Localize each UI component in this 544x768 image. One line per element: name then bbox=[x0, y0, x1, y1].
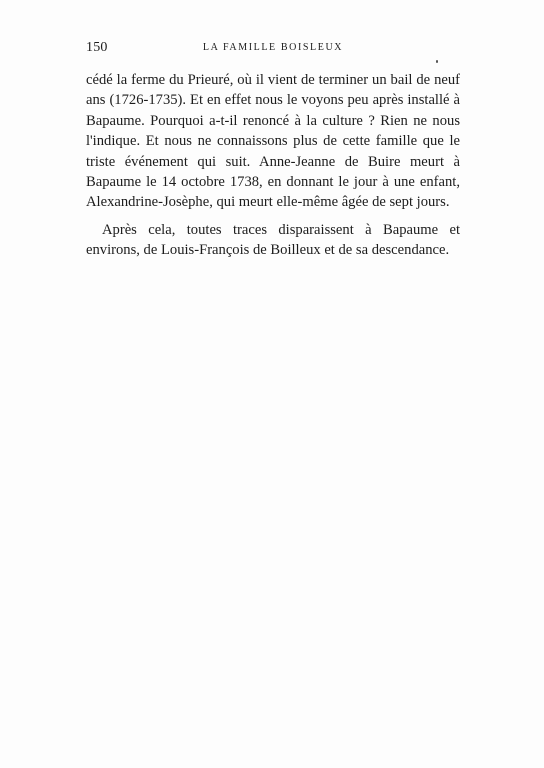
page-number: 150 bbox=[86, 40, 108, 55]
ink-speck bbox=[436, 60, 438, 63]
running-head bbox=[86, 40, 460, 60]
body-text bbox=[86, 70, 460, 261]
paragraph-continued: cédé la ferme du Prieuré, où il vient de terminer un bail de neuf ans (1726-1735). Et en effet nous le voyons peu après installé à Bapaume. Pourquoi a-t-il renoncé à la culture ? Rien ne nous l'indique. Et nous ne connaissons plus de cette famille que le triste événement qui suit. Anne-Jeanne de Buire meurt à Bapaume le 14 octobre 1738, en donnant le jour à une enfant, Alexandrine-Josèphe, qui meurt elle-même âgée de sept jours. bbox=[86, 72, 460, 211]
running-title: LA FAMILLE BOISLEUX bbox=[202, 42, 344, 53]
paragraph: Après cela, toutes traces disparaissent à Bapaume et environs, de Louis-François de Boilleux et de sa descendance. bbox=[86, 221, 460, 259]
